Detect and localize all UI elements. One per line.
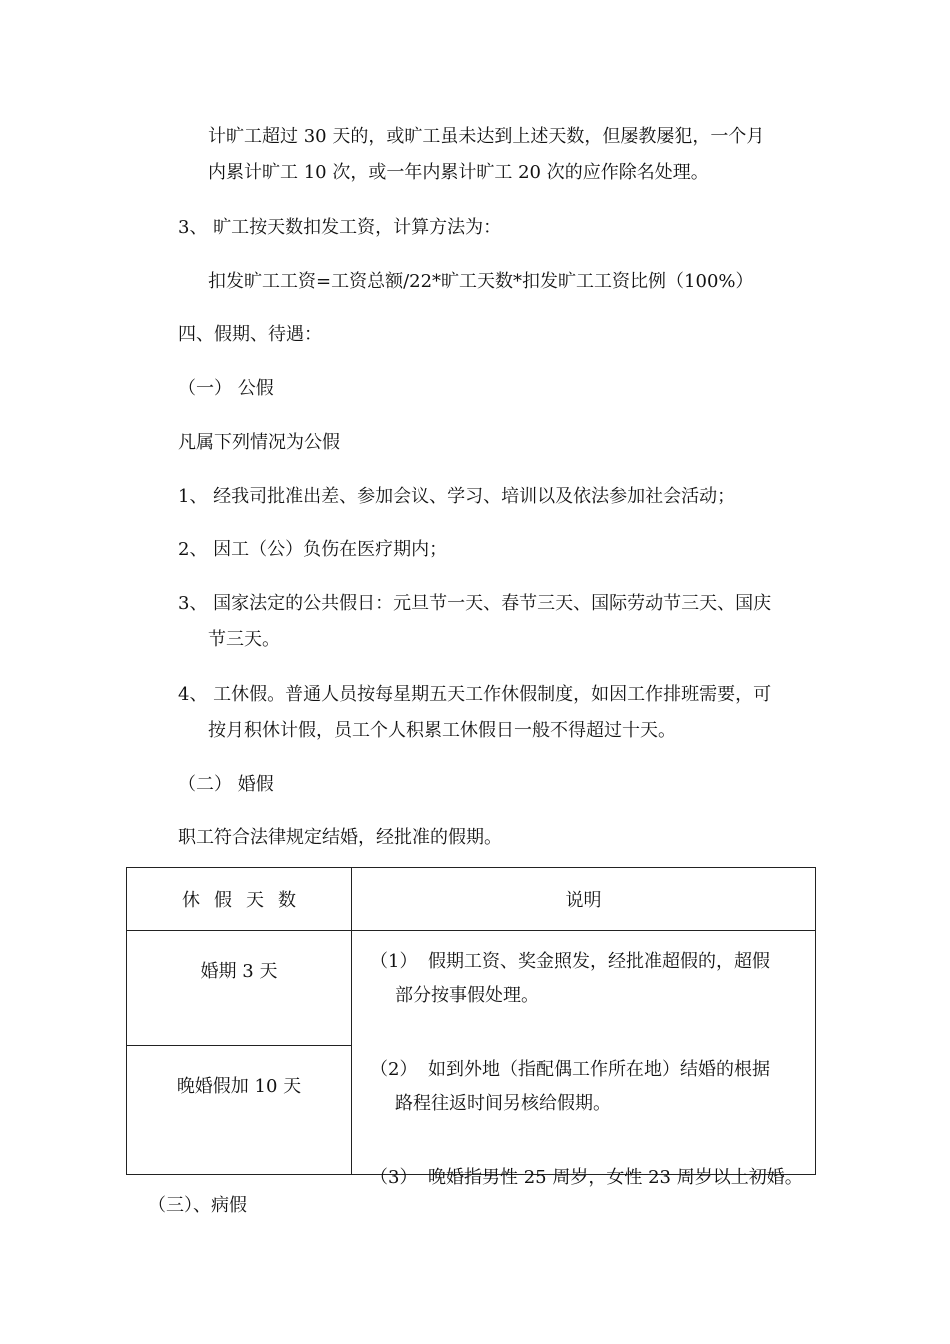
paragraph-absence-line2: 内累计旷工 10 次，或一年内累计旷工 20 次的应作除名处理。	[208, 162, 709, 183]
subsection-heading-marriage-leave: （二） 婚假	[178, 774, 274, 795]
list-item-public-leave-2: 2、 因工（公）负伤在医疗期内；	[178, 539, 448, 560]
paragraph-marriage-leave-intro: 职工符合法律规定结婚，经批准的假期。	[178, 827, 502, 848]
paragraph-public-leave-intro: 凡属下列情况为公假	[178, 432, 340, 453]
note-text-1-line1: 假期工资、奖金照发，经批准超假的，超假	[428, 951, 770, 972]
table-header-days	[127, 868, 352, 931]
table-cell-marriage-days	[127, 931, 352, 1046]
table-cell-notes	[352, 931, 816, 1188]
note-number-3: （3）	[370, 1167, 418, 1188]
note-text-2-line2: 路程往返时间另核给假期。	[395, 1093, 611, 1114]
note-text-1-line2: 部分按事假处理。	[395, 985, 539, 1006]
header-days-label: 休假天数	[182, 890, 310, 911]
list-item-public-leave-3-line1: 3、 国家法定的公共假日：元旦节一天、春节三天、国际劳动节三天、国庆	[178, 593, 772, 614]
list-item-public-leave-4-line2: 按月积休计假，员工个人积累工休假日一般不得超过十天。	[208, 720, 676, 741]
note-text-3-line1: 晚婚指男性 25 周岁，女性 23 周岁以上初婚。	[428, 1167, 803, 1188]
marriage-leave-table	[126, 867, 816, 1188]
list-item-public-leave-3-line2: 节三天。	[208, 629, 280, 650]
note-item-1	[370, 945, 820, 1013]
subsection-heading-public-leave: （一） 公假	[178, 378, 274, 399]
note-item-3	[370, 1161, 820, 1195]
note-item-2	[370, 1053, 820, 1121]
paragraph-deduction-rule: 3、 旷工按天数扣发工资，计算方法为：	[178, 217, 502, 238]
table-row	[127, 931, 816, 1046]
header-note-label: 说明	[565, 890, 602, 911]
list-item-public-leave-4-line1: 4、 工休假。普通人员按每星期五天工作休假制度，如因工作排班需要，可	[178, 684, 772, 705]
note-number-1: （1）	[370, 951, 418, 972]
paragraph-absence-line1: 计旷工超过 30 天的，或旷工虽未达到上述天数，但屡教屡犯，一个月	[208, 126, 765, 147]
table-cell-late-marriage-days	[127, 1046, 352, 1175]
table-header-note	[352, 868, 816, 931]
note-number-2: （2）	[370, 1059, 418, 1080]
section-heading-leave: 四、假期、待遇：	[178, 324, 322, 345]
note-text-2-line1: 如到外地（指配偶工作所在地）结婚的根据	[428, 1059, 770, 1080]
deduction-formula: 扣发旷工工资=工资总额/22*旷工天数*扣发旷工工资比例（100%）	[208, 271, 754, 292]
marriage-days-value: 婚期 3 天	[200, 961, 278, 982]
late-marriage-days-value: 晚婚假加 10 天	[176, 1076, 302, 1097]
table-header-row	[127, 868, 816, 931]
list-item-public-leave-1: 1、 经我司批准出差、参加会议、学习、培训以及依法参加社会活动；	[178, 486, 736, 507]
subsection-heading-sick-leave: （三）、病假	[148, 1195, 247, 1216]
